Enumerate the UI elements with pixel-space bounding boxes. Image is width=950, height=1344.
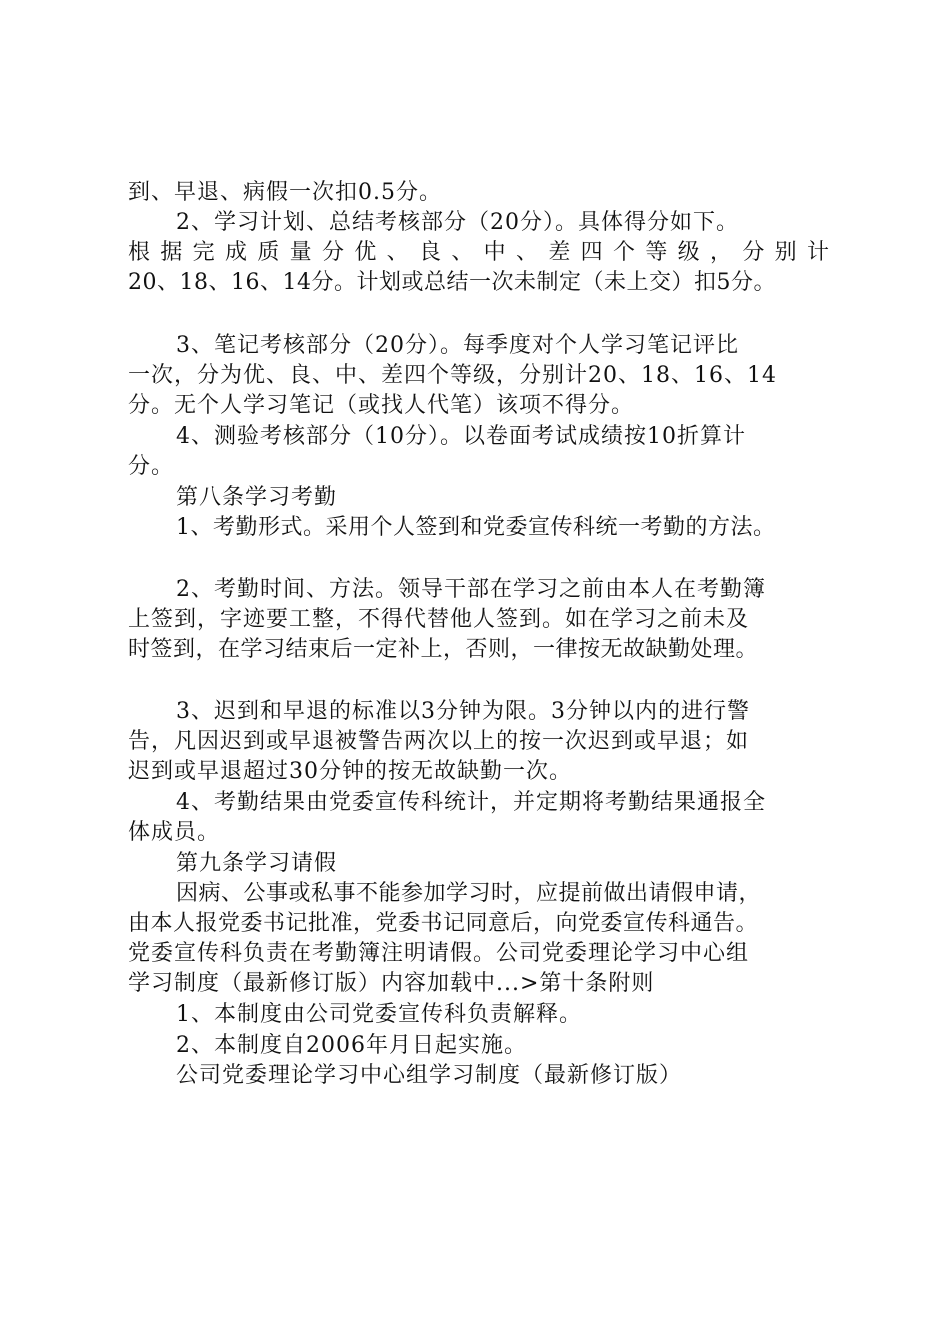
text-line: 体成员。 (128, 820, 221, 845)
text-line: 1、本制度由公司党委宣传科负责解释。 (176, 1002, 582, 1027)
text-line: 由本人报党委书记批准，党委书记同意后，向党委宣传科通告。 (128, 911, 759, 936)
text-line: 分。 (128, 454, 175, 479)
text-line: 2、学习计划、总结考核部分（20分）。具体得分如下。 (176, 210, 739, 235)
section-heading: 第八条学习考勤 (176, 485, 338, 510)
text-line: 4、测验考核部分（10分）。以卷面考试成绩按10折算计 (176, 424, 746, 449)
text-line: 因病、公事或私事不能参加学习时，应提前做出请假申请， (176, 881, 762, 906)
text-line: 学习制度（最新修订版）内容加载中...>第十条附则 (128, 971, 655, 996)
text-line: 1、考勤形式。采用个人签到和党委宣传科统一考勤的方法。 (176, 515, 776, 540)
text-line: 3、迟到和早退的标准以3分钟为限。3分钟以内的进行警 (176, 699, 750, 724)
text-line: 一次，分为优、良、中、差四个等级，分别计20、18、16、14 (128, 363, 777, 388)
text-line: 4、考勤结果由党委宣传科统计，并定期将考勤结果通报全 (176, 790, 766, 815)
text-line: 分。无个人学习笔记（或找人代笔）该项不得分。 (128, 393, 635, 418)
text-line: 3、笔记考核部分（20分）。每季度对个人学习笔记评比 (176, 333, 739, 358)
text-line: 到、早退、病假一次扣0.5分。 (128, 180, 442, 205)
text-line: 根据完成质量分优、良、中、差四个等级，分别计 (128, 240, 830, 265)
text-line: 20、18、16、14分。计划或总结一次未制定（未上交）扣5分。 (128, 270, 776, 295)
text-line: 2、考勤时间、方法。领导干部在学习之前由本人在考勤簿 (176, 577, 766, 602)
text-line: 2、本制度自2006年月日起实施。 (176, 1033, 527, 1058)
text-line: 公司党委理论学习中心组学习制度（最新修订版） (176, 1063, 683, 1088)
text-line: 党委宣传科负责在考勤簿注明请假。公司党委理论学习中心组 (128, 941, 750, 966)
text-line: 迟到或早退超过30分钟的按无故缺勤一次。 (128, 759, 572, 784)
section-heading: 第九条学习请假 (176, 851, 338, 876)
text-line: 告，凡因迟到或早退被警告两次以上的按一次迟到或早退；如 (128, 729, 750, 754)
text-line: 时签到，在学习结束后一定补上，否则，一律按无故缺勤处理。 (128, 637, 759, 662)
text-line: 上签到，字迹要工整，不得代替他人签到。如在学习之前未及 (128, 607, 750, 632)
